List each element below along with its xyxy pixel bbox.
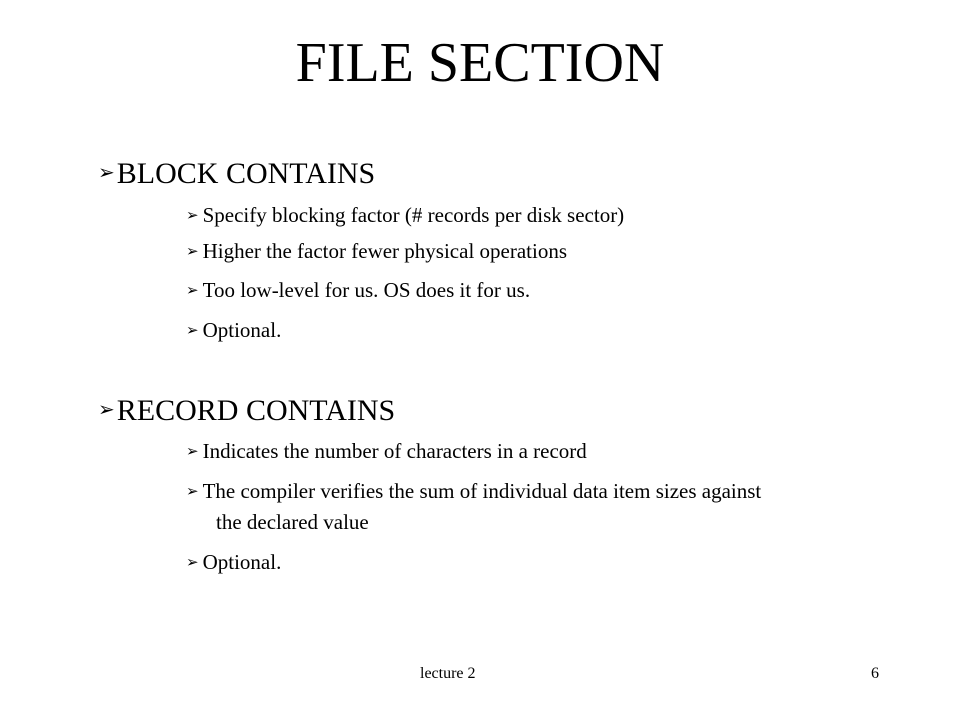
- list-item-continuation: the declared value: [216, 510, 369, 534]
- arrow-bullet-icon: ➢: [186, 321, 199, 339]
- list-item-text: The compiler verifies the sum of individual data item sizes against: [202, 479, 762, 503]
- list-item-text: Higher the factor fewer physical operations: [202, 239, 568, 263]
- arrow-bullet-icon: ➢: [186, 442, 199, 460]
- page-number: 6: [871, 665, 879, 682]
- slide-title: FILE SECTION: [295, 32, 665, 94]
- list-item: [186, 236, 567, 267]
- list-item-text: Specify blocking factor (# records per disk sector): [202, 203, 625, 227]
- arrow-bullet-icon: ➢: [186, 281, 199, 299]
- list-item-text: Optional.: [202, 318, 282, 342]
- list-item: [186, 200, 624, 231]
- list-item: [186, 436, 587, 467]
- arrow-bullet-icon: ➢: [98, 397, 115, 421]
- list-item-text: Optional.: [202, 550, 282, 574]
- arrow-bullet-icon: ➢: [98, 160, 115, 184]
- arrow-bullet-icon: ➢: [186, 206, 199, 224]
- arrow-bullet-icon: ➢: [186, 482, 199, 500]
- list-item: [186, 275, 530, 306]
- section-heading-record-contains: [98, 391, 395, 429]
- list-item-text: Too low-level for us. OS does it for us.: [202, 278, 531, 302]
- section-heading-label: RECORD CONTAINS: [116, 394, 396, 427]
- list-item: [186, 476, 761, 538]
- arrow-bullet-icon: ➢: [186, 242, 199, 260]
- footer-label: lecture 2: [420, 665, 476, 682]
- list-item: [186, 315, 281, 346]
- section-heading-label: BLOCK CONTAINS: [116, 157, 376, 190]
- arrow-bullet-icon: ➢: [186, 553, 199, 571]
- section-heading-block-contains: [98, 154, 375, 192]
- list-item-text: Indicates the number of characters in a record: [202, 439, 587, 463]
- list-item: [186, 547, 281, 578]
